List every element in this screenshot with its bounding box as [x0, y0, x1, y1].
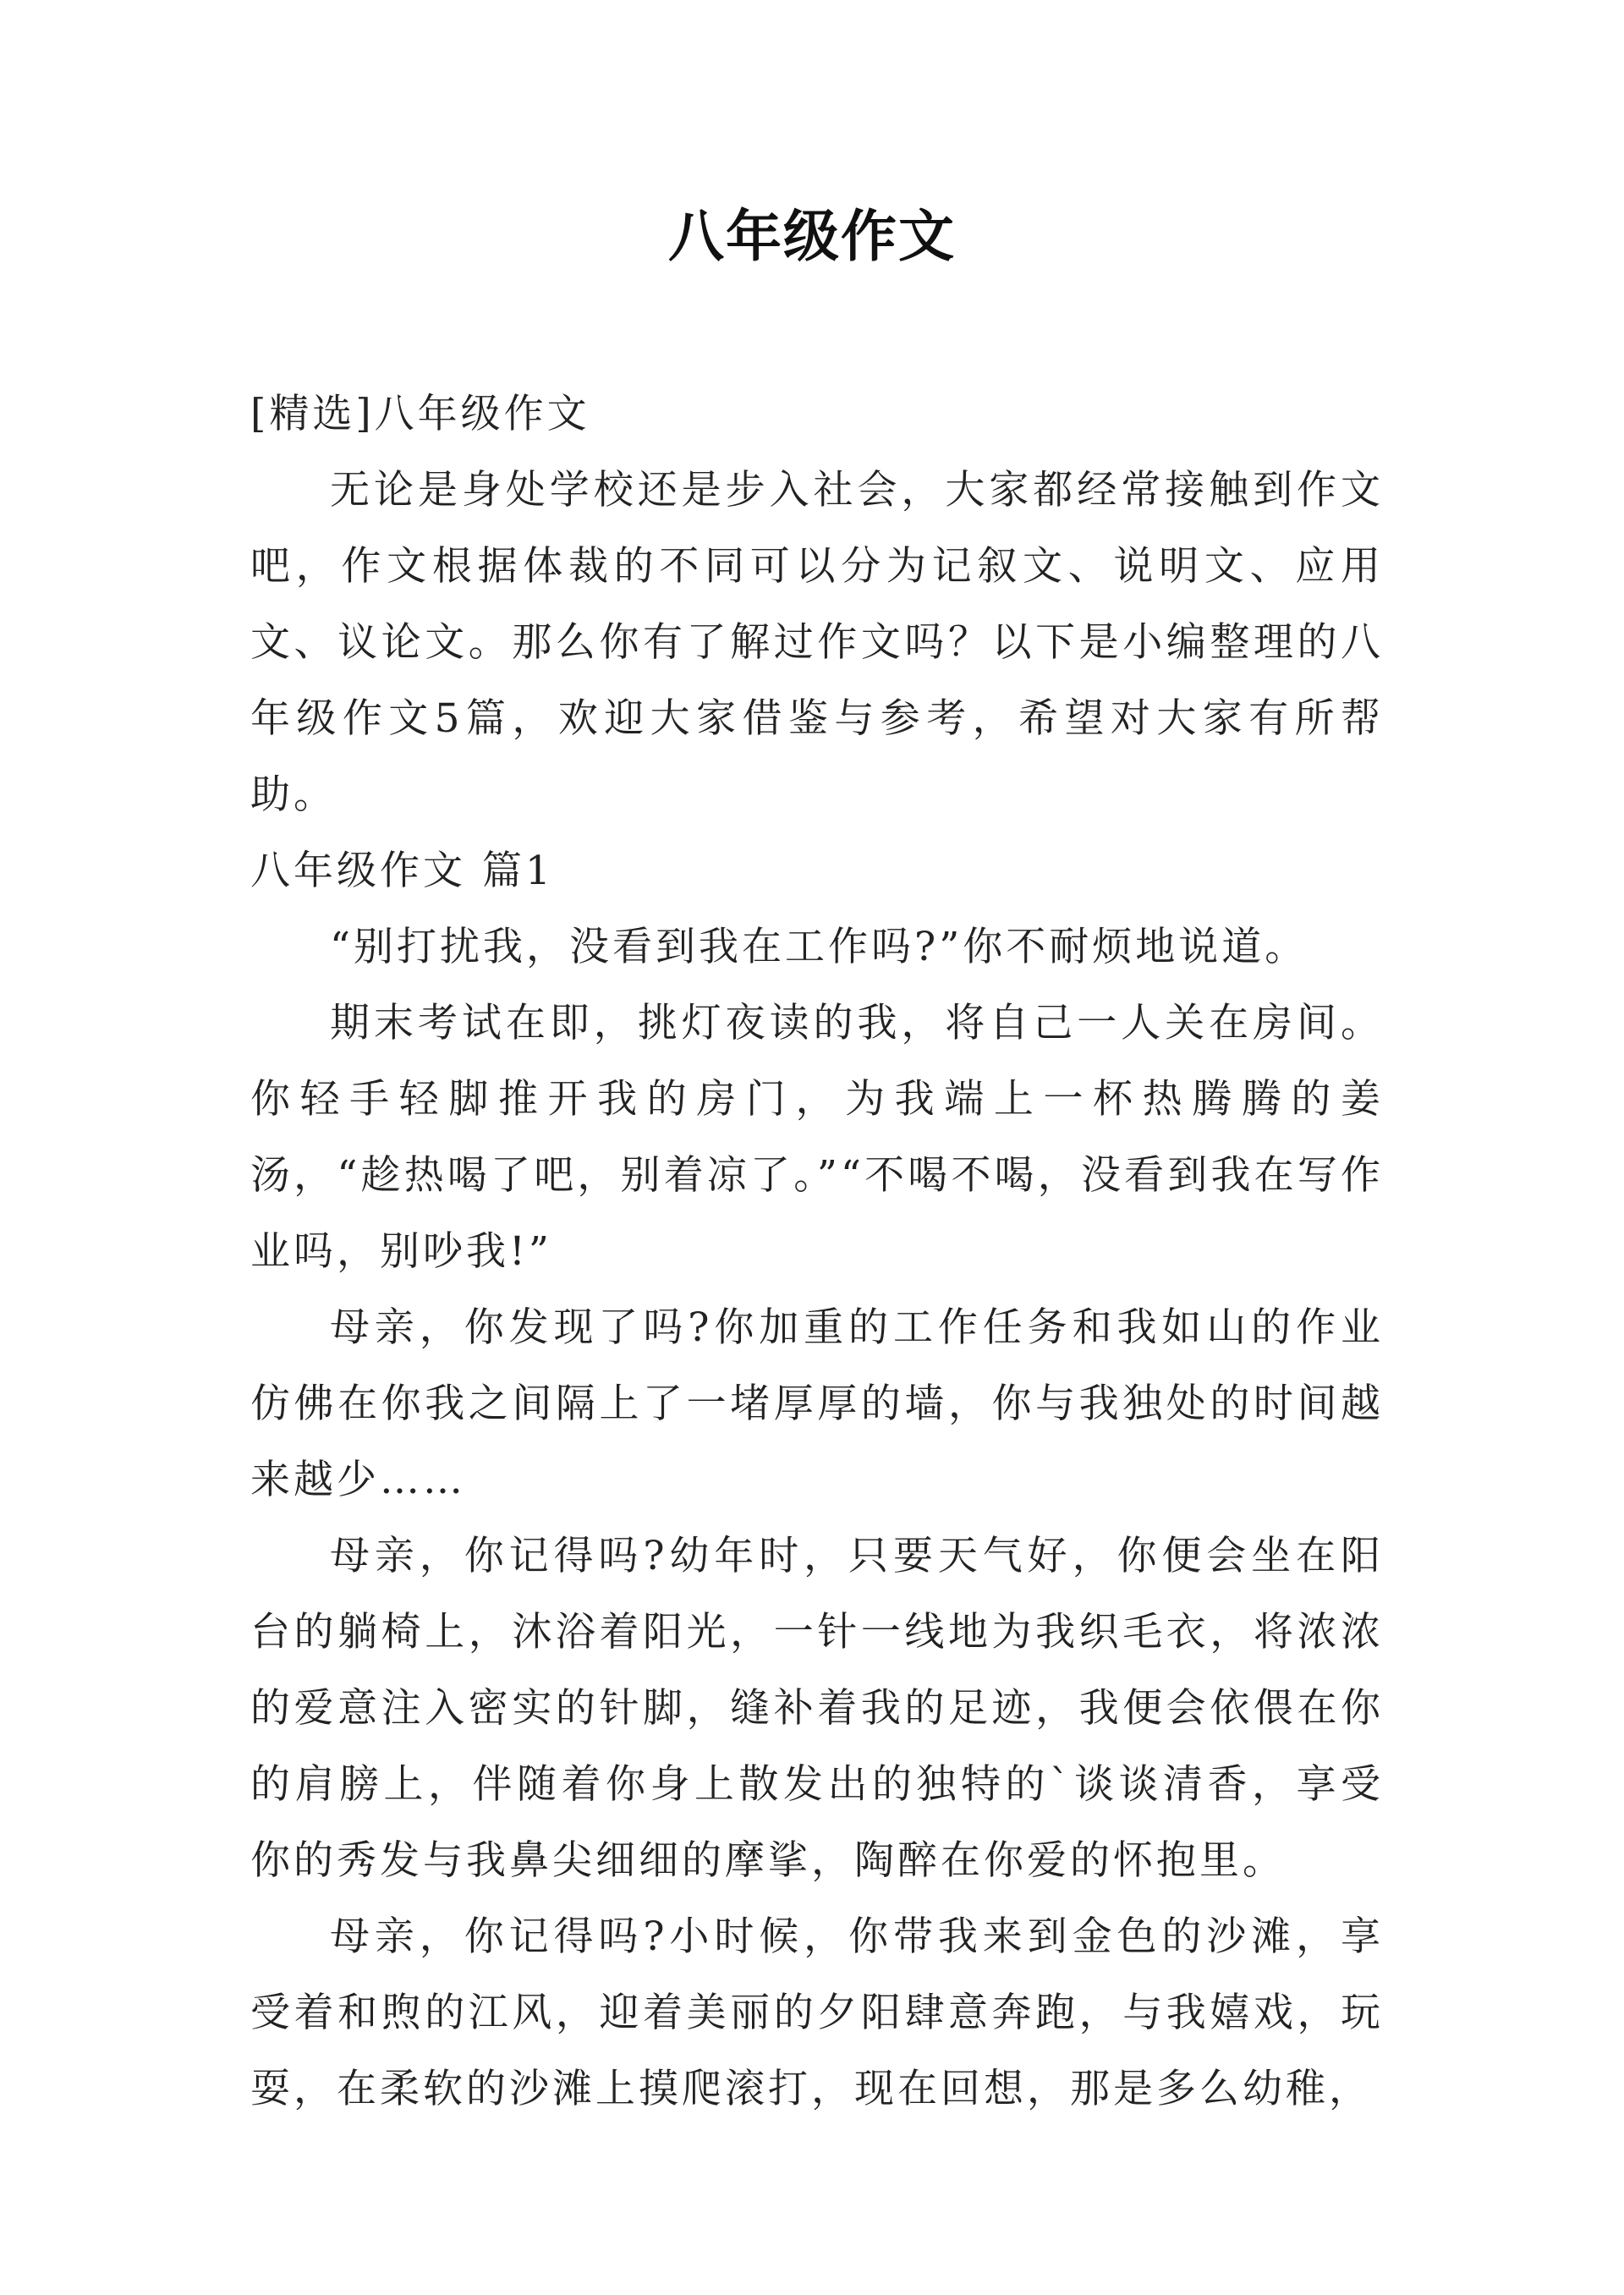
- body-paragraph: 期末考试在即，挑灯夜读的我，将自己一人关在房间。你轻手轻脚推开我的房门，为我端上一杯热腾腾的姜汤，“趁热喝了吧，别着凉了。”“不喝不喝，没看到我在写作业吗，别吵我!”: [250, 1000, 1384, 1275]
- document-title: 八年级作文: [668, 204, 956, 269]
- body-paragraph: 母亲，你记得吗?小时候，你带我来到金色的沙滩，享受着和煦的江风，迎着美丽的夕阳肆意奔跑，与我嬉戏，玩耍，在柔软的沙滩上摸爬滚打，现在回想，那是多么幼稚，: [250, 1913, 1384, 2112]
- subtitle-line: [精选]八年级作文: [250, 391, 590, 437]
- body-paragraph: 母亲，你记得吗?幼年时，只要天气好，你便会坐在阳台的躺椅上，沐浴着阳光，一针一线地为我织毛衣，将浓浓的爱意注入密实的针脚，缝补着我的足迹，我便会依偎在你的肩膀上，伴随着你身上散发出的独特的`谈谈清香，享受你的秀发与我鼻尖细细的摩挲，陶醉在你爱的怀抱里。: [250, 1533, 1384, 1884]
- body-paragraph: “别打扰我，没看到我在工作吗?”你不耐烦地说道。: [330, 924, 1309, 970]
- body-paragraph: 母亲，你发现了吗?你加重的工作任务和我如山的作业仿佛在你我之间隔上了一堵厚厚的墙，你与我独处的时间越来越少……: [250, 1304, 1384, 1503]
- section-heading: 八年级作文 篇1: [250, 848, 554, 894]
- document-body: [250, 376, 1384, 2128]
- intro-paragraph: 无论是身处学校还是步入社会，大家都经常接触到作文吧，作文根据体裁的不同可以分为记叙文、说明文、应用文、议论文。那么你有了解过作文吗？以下是小编整理的八年级作文5篇，欢迎大家借鉴与参考，希望对大家有所帮助。: [250, 467, 1384, 818]
